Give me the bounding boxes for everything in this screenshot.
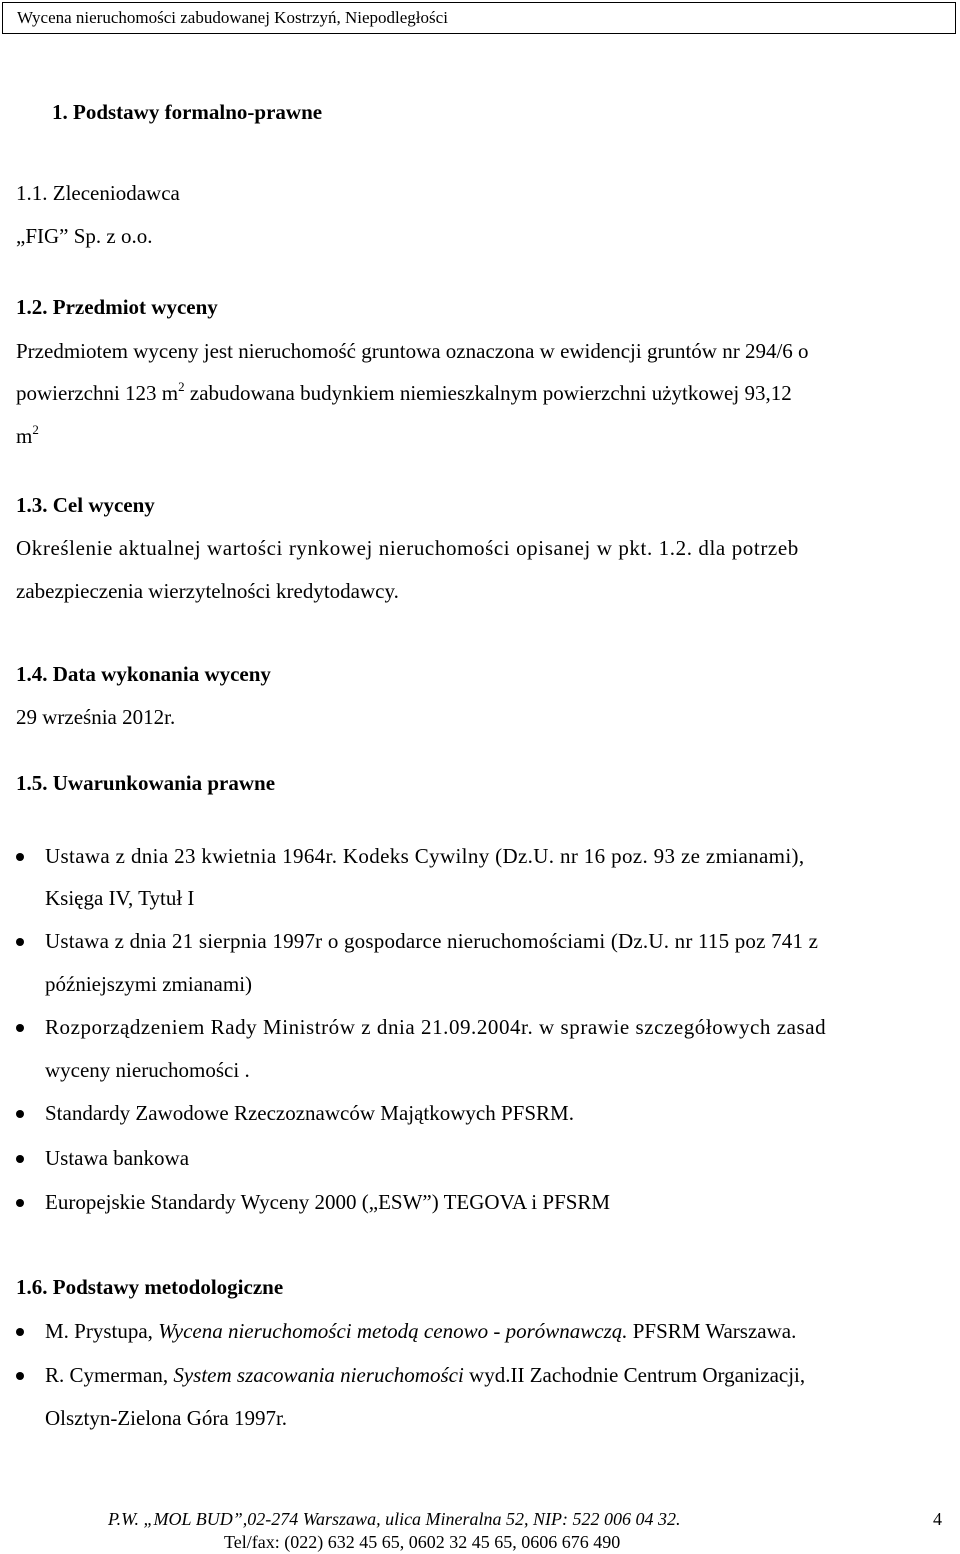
- legal-item-1-line-1: Ustawa z dnia 23 kwietnia 1964r. Kodeks Cywilny (Dz.U. nr 16 poz. 93 ze zmianami),: [45, 844, 805, 868]
- bullet-icon: [16, 1328, 24, 1336]
- method-reference-2: [45, 1365, 805, 1386]
- footer-phone: Tel/fax: (022) 632 45 65, 0602 32 45 65, 0606 676 490: [224, 1532, 621, 1552]
- section-1-heading: 1. Podstawy formalno-prawne: [52, 100, 323, 124]
- section-1-3-heading: 1.3. Cel wyceny: [16, 493, 155, 517]
- bullet-icon: [16, 853, 24, 861]
- page-header: [2, 2, 956, 34]
- subject-line-3: [16, 422, 39, 448]
- ref1-title: Wycena nieruchomości metodą cenowo - porównawczą.: [158, 1319, 628, 1343]
- ref1-author: M. Prystupa,: [45, 1319, 159, 1343]
- bullet-icon: [16, 1110, 24, 1118]
- subject-line-1: [16, 341, 947, 362]
- subject-usable-area-text: zabudowana budynkiem niemieszkalnym powierzchni użytkowej 93,12: [184, 381, 792, 405]
- header-title: Wycena nieruchomości zabudowanej Kostrzyń, Niepodległości: [17, 8, 448, 27]
- legal-item-1-line-2: Księga IV, Tytuł I: [45, 886, 195, 910]
- section-1-2-heading: 1.2. Przedmiot wyceny: [16, 295, 218, 319]
- legal-item-3-line-2: wyceny nieruchomości .: [45, 1058, 250, 1082]
- footer-address: P.W. „MOL BUD”,02-274 Warszawa, ulica Mineralna 52, NIP: 522 006 04 32.: [108, 1509, 681, 1529]
- valuation-date: 29 września 2012r.: [16, 705, 176, 729]
- legal-item-4: Standardy Zawodowe Rzeczoznawców Majątkowych PFSRM.: [45, 1101, 574, 1125]
- ref2-title: System szacowania nieruchomości: [173, 1363, 464, 1387]
- method-reference-1: [45, 1321, 796, 1342]
- superscript-2: 2: [32, 422, 39, 437]
- bullet-icon: [16, 1155, 24, 1163]
- unit-m: m: [16, 424, 33, 448]
- subject-line-2: [16, 379, 792, 405]
- section-1-5-heading: 1.5. Uwarunkowania prawne: [16, 771, 276, 795]
- legal-item-2-line-1: Ustawa z dnia 21 sierpnia 1997r o gospodarce nieruchomościami (Dz.U. nr 115 poz 741 z: [45, 929, 819, 953]
- legal-item-5: Ustawa bankowa: [45, 1146, 190, 1170]
- section-1-6-heading: 1.6. Podstawy metodologiczne: [16, 1275, 284, 1299]
- superscript-2: 2: [178, 379, 185, 394]
- legal-item-6: Europejskie Standardy Wyceny 2000 („ESW”) TEGOVA i PFSRM: [45, 1190, 611, 1214]
- purpose-text-1: Określenie aktualnej wartości rynkowej nieruchomości opisanej w pkt. 1.2. dla potrzeb: [16, 536, 799, 560]
- section-1-4-heading: 1.4. Data wykonania wyceny: [16, 662, 271, 686]
- purpose-line-1: [16, 538, 944, 559]
- purpose-line-2: zabezpieczenia wierzytelności kredytodawcy.: [16, 579, 399, 603]
- ref2-author: R. Cymerman,: [45, 1363, 174, 1387]
- subject-text-1: Przedmiotem wyceny jest nieruchomość gruntowa oznaczona w ewidencji gruntów nr 294/6 o: [16, 339, 809, 363]
- client-name: „FIG” Sp. z o.o.: [16, 224, 153, 248]
- bullet-icon: [16, 1372, 24, 1380]
- method-reference-2-line-2: Olsztyn-Zielona Góra 1997r.: [45, 1406, 288, 1430]
- bullet-icon: [16, 938, 24, 946]
- subject-area-text: powierzchni 123 m: [16, 381, 179, 405]
- ref1-publisher: PFSRM Warszawa.: [627, 1319, 797, 1343]
- bullet-icon: [16, 1024, 24, 1032]
- legal-item-3-line-1: Rozporządzeniem Rady Ministrów z dnia 21.09.2004r. w sprawie szczegółowych zasad: [45, 1015, 827, 1039]
- ref2-publisher: wyd.II Zachodnie Centrum Organizacji,: [463, 1363, 806, 1387]
- legal-item-2-line-2: późniejszymi zmianami): [45, 972, 253, 996]
- page-number: 4: [933, 1509, 942, 1529]
- section-1-1-heading: 1.1. Zleceniodawca: [16, 181, 180, 205]
- bullet-icon: [16, 1199, 24, 1207]
